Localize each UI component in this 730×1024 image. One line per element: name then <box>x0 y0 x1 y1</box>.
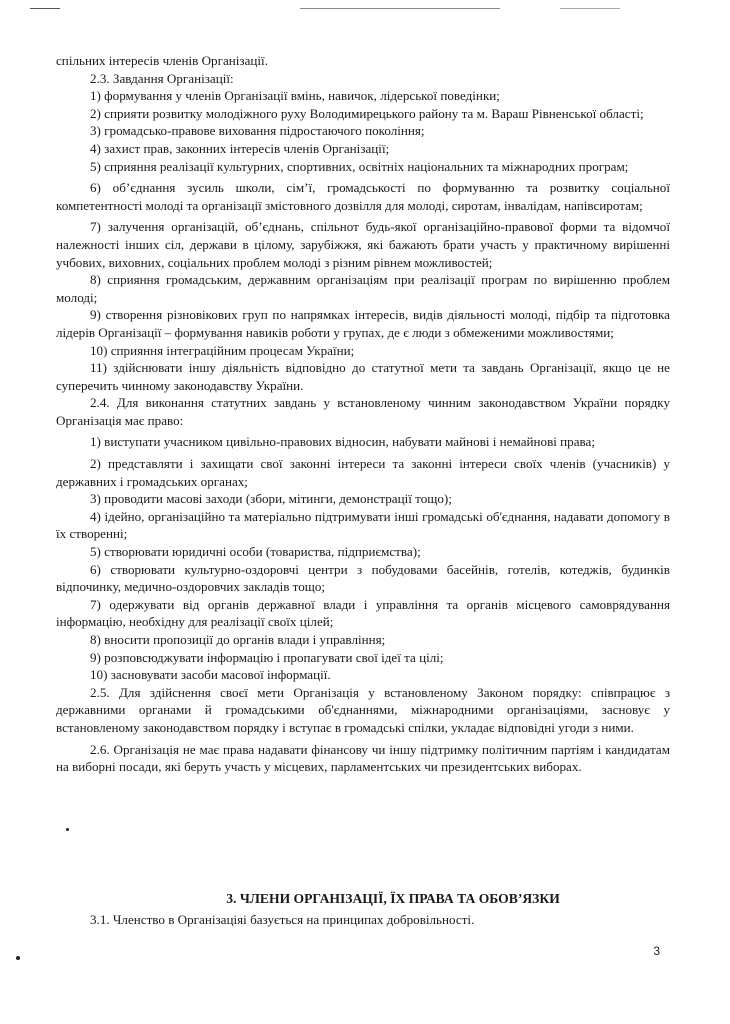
list-item: 1) виступати учасником цивільно-правових відносин, набувати майнові і немайнові права; <box>90 434 595 450</box>
list-item: 11) здійснювати іншу діяльність відповідно до статутної мети та завдань Організації, якщо це не суперечить чинному законодавству України. <box>56 360 670 393</box>
subsection-paragraph: 2.4. Для виконання статутних завдань у встановленому чинним законодавством України порядку Організація має право: <box>56 395 670 428</box>
list-item: 4) ідейно, організаційно та матеріально підтримувати інші громадські об'єднання, надавати допомогу в їх створенні; <box>56 508 670 542</box>
list-item: 2) сприяти розвитку молодіжного руху Володимирецького району та м. Вараш Рівненської області; <box>90 105 644 121</box>
list-item: 3) проводити масові заходи (збори, мітинги, демонстрації тощо); <box>90 491 452 507</box>
subsection-paragraph: 2.5. Для здійснення своєї мети Організація у встановленому Законом порядку: співпрацює з державними органами й громадськими об'єднаннями, міжнародними організаціями, засновує у встановленому законодавством порядку і вступає в громадські спілки, укладає відповідні угоди з ними. <box>56 684 670 735</box>
list-item: 1) формування у членів Організації вмінь, навичок, лідерської поведінки; <box>90 88 500 104</box>
section-paragraph: 3.1. Членство в Організаціяі базується на принципах добровільності. <box>90 912 475 927</box>
scan-speck <box>66 828 69 831</box>
list-item: 2) представляти і захищати свої законні інтереси та законні інтереси своїх членів (учасників) у державних і громадських органах; <box>56 456 670 489</box>
list-item: 8) вносити пропозиції до органів влади і управління; <box>90 632 386 647</box>
page-number: 3 <box>653 944 660 958</box>
subsection-paragraph: 2.6. Організація не має права надавати фінансову чи іншу підтримку політичним партіям і кандидатам на виборні посади, які беруть участь у місцевих, парламентських чи президентських виборах. <box>56 741 670 775</box>
list-item: 9) створення різновікових груп по напрямках інтересів, видів діяльності молоді, підбір та підготовка лідерів Організації – формування навиків роботи у групах, де є люди з обмеженими можливостями; <box>56 307 670 340</box>
list-item: 10) сприяння інтеграційним процесам України; <box>90 342 355 358</box>
document-body <box>56 52 670 776</box>
list-item: 8) сприяння громадським, державним організаціям при реалізації програм по вирішенню проблем молоді; <box>56 272 670 305</box>
list-item: 10) засновувати засоби масової інформації. <box>90 667 331 683</box>
scan-artifact-line <box>30 8 60 9</box>
list-item: 5) створювати юридичні особи (товариства, підприємства); <box>90 544 421 560</box>
scan-artifact-line <box>300 8 500 9</box>
list-item: 7) залучення організацій, об’єднань, спільнот будь-якої організаційно-правової форми та відомчої належності інших сіл, держави в цілому, зарубіжжя, які бажають брати участь у практичному вирішенні учбових, виховних, соціальних проблем молоді з різним рівнем можливостей; <box>56 219 670 270</box>
list-item: 7) одержувати від органів державної влади і управління та органів місцевого самоврядування інформацію, необхідну для реалізації своїх цілей; <box>56 596 670 630</box>
paragraph: спільних інтересів членів Організації. <box>56 53 268 68</box>
subsection-title: 2.3. Завдання Організації: <box>90 70 234 86</box>
list-item: 4) захист прав, законних інтересів членів Організації; <box>90 140 390 156</box>
section-heading: 3. ЧЛЕНИ ОРГАНІЗАЦІЇ, ЇХ ПРАВА ТА ОБОВ’ЯЗКИ <box>226 891 560 906</box>
scan-artifact-line <box>560 8 620 9</box>
list-item: 3) громадсько-правове виховання підростаючого покоління; <box>90 123 425 139</box>
list-item: 6) об’єднання зусиль школи, сім’ї, громадськості по формуванню та розвитку соціальної компетентності молоді та організації змістовного дозвілля для молоді, сиротам, інвалідам, напівсиротам; <box>56 180 670 213</box>
list-item: 6) створювати культурно-оздоровчі центри з побудовами басейнів, готелів, котеджів, будинків відпочинку, медично-оздоровчих закладів тощо; <box>56 561 670 595</box>
list-item: 5) сприяння реалізації культурних, спортивних, освітніх національних та міжнародних програм; <box>90 158 629 174</box>
scan-speck <box>16 956 20 960</box>
list-item: 9) розповсюджувати інформацію і пропагувати свої ідеї та цілі; <box>90 649 444 665</box>
